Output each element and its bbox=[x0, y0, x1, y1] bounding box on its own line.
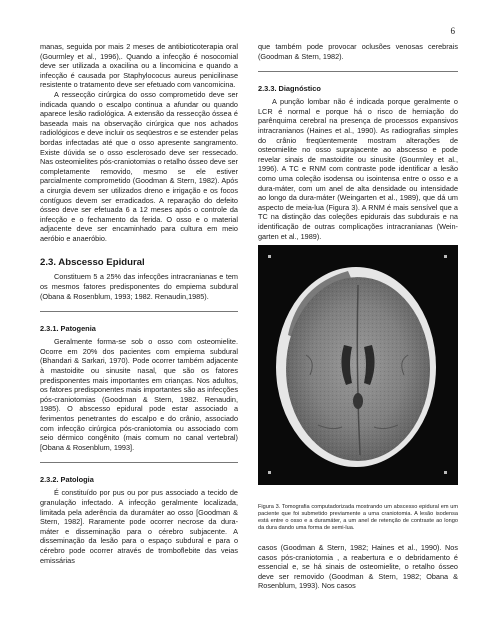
section-divider bbox=[40, 311, 238, 312]
section-heading-abscesso-epidural: 2.3. Abscesso Epidural bbox=[40, 257, 145, 269]
subsection-heading-diagnostico: 2.3.3. Diagnóstico bbox=[258, 84, 321, 94]
page-number: 6 bbox=[450, 26, 455, 36]
left-paragraph-4: Geralmente forma-se sob o osso com osteomielite. Ocorre em 20% dos pacientes com empiema subdural (Bhandari & Sarkari, 1970). Pode ocorrer também adjacente à mastoidite ou sinusite nasal, que são os fatores predisponentes mais importantes em crianças. Nos adultos, os fatores predisponentes mais importantes são as infecções pós-craniotomias (Goodman & Stern, 1982. Renaudin, 1985). O abscesso epidural pode estar associado a ferimentos penetrantes do escalpo e do crânio, associado com infecção cirúrgica pós-craniotomia ou associado com seio dérmico congênito (mais comum no canal vertebral) [Obana & Rosenblum, 1993]. bbox=[40, 337, 238, 452]
left-paragraph-2: A ressecção cirúrgica do osso comprometido deve ser indicada quando o escalpo continua a afundar ou quando aparece lesão radiológica. A extensão da ressecção óssea é baseada mais na observação cirúrgica que nos achados radiológicos e deve incluir os seqüestros e se estender pelas bordas infectadas até que o osso apresente sangramento. Existe dúvida se o osso esclerosado deve ser ressecado. Nas osteomielites pós-craniotomias o retalho ósseo deve ser completamente removido, mesmo se ele estiver parcialmente comprometido (Goodman & Stern, 1982). Após a cirurgia devem ser utilizados dreno e irrigação e os focos contíguos devem ser erradicados. A reparação do defeito ósseo deve ser efetuada 6 a 12 meses após o controle da infecção e o fechamento da ferida. O osso e o material adjacente deve ser encaminhado para cultura em meio aeróbio e anaeróbio. bbox=[40, 89, 238, 243]
left-paragraph-1: manas, seguida por mais 2 meses de antibioticoterapia oral (Gourmley et al., 1996),. Quando a infecção é nosocomial deve ser utilizada a oxacilina ou a lincomicina e quando a infecção é causada por Staphylococus aureus penicilinase resistente o tratamento deve ser efetuado com vancomicina. bbox=[40, 42, 238, 90]
section-divider bbox=[40, 462, 238, 463]
right-column-continued bbox=[258, 543, 458, 591]
left-paragraph-3: Constituem 5 a 25% das infecções intracranianas e tem os mesmos fatores predisponentes do empiema subdural (Obana & Rosenblum, 1993; 1982. Renaudin,1985). bbox=[40, 272, 238, 301]
subsection-heading-patologia: 2.3.2. Patologia bbox=[40, 475, 94, 485]
figure-caption: Figura 3. Tomografia computadorizada mostrando um abscesso epidural em um paciente que foi submetido previamente a uma craniotomia. A lesão isodensa está entre o osso e a duramáter, a um anel de retenção de contraste ao longo da dura dando uma forma de semi-lua. bbox=[258, 504, 458, 531]
subsection-heading-patogenia: 2.3.1. Patogenia bbox=[40, 324, 96, 334]
section-divider bbox=[258, 71, 458, 72]
right-paragraph-2: A punção lombar não é indicada porque geralmente o LCR é normal e porque há o risco de herniação do parênquima cerebral na presença de processos expansivos intracranianos (Haines et al., 1990). As radiografias simples do crânio freqüentemente mostram alterações de osteomielite no osso suprajacente ao abscesso e pode revelar sinais de mastoidite ou sinusite (Gourmley et al., 1996). A TC e RNM com contraste pode identificar a lesão como uma coleção isodensa ou isointensa entre o osso e a dura-máter, com um anel de alta densidade ou intensidade ao longo da dura-máter (Weingarten et al., 1989), que dá um aspecto de meia-lua (Figura 3). A RNM é mais sensível que a TC na distinção das coleções epidurais das subdurais e na identificação de outras complicações intracranianas (Wein-garten et al., 1989). bbox=[258, 97, 458, 241]
ct-scan-image bbox=[258, 245, 458, 485]
ct-scan-illustration bbox=[258, 245, 458, 485]
left-column bbox=[40, 42, 238, 565]
left-paragraph-5: É constituído por pus ou por pus associado a tecido de granulação infectado. A infecção geralmente localizada, limitada pela aderência da duramáter ao osso [Goodman & Stern, 1982]. Raramente pode ocorrer necrose da dura-máter e disseminação para o cérebro subjacente. A disseminação da lesão para o espaço subdural e para o cérebro pode ocorrer através de tromboflebite das veias emissárias bbox=[40, 488, 238, 565]
right-paragraph-4: casos (Goodman & Stern, 1982; Haines et al., 1990). Nos casos pós-craniotomia , a reabertura e o debridamento é essencial e, se há sinais de osteomielite, o retalho ósseo deve ser removido (Goodman & Stern, 1982; Obana & Rosenblum, 1993). Nos casos bbox=[258, 543, 458, 591]
right-paragraph-1: que também pode provocar oclusões venosas cerebrais (Goodman & Stern, 1982). bbox=[258, 42, 458, 61]
